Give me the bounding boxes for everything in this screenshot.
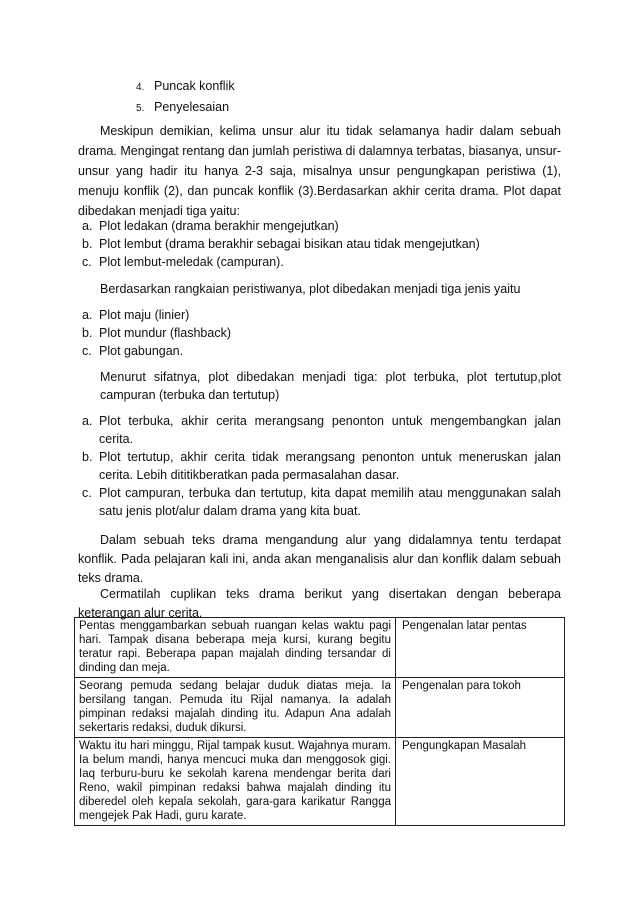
- list-item: a. Plot ledakan (drama berakhir mengejutkan): [82, 219, 339, 233]
- list-item: b. Plot tertutup, akhir cerita tidak merangsang penonton untuk meneruskan jalan cerita. Lebih dititikberatkan pada permasalahan dasar.: [82, 450, 561, 482]
- excerpt-cell: Seorang pemuda sedang belajar duduk diatas meja. Ia bersilang tangan. Pemuda itu Rijal namanya. Ia adalah pimpinan redaksi majalah dinding itu. Adapun Ana adalah sekertaris redaksi, duduk dikursi.: [75, 678, 396, 738]
- table-row: [75, 678, 565, 738]
- list-item: 5. Penyelesaian: [136, 100, 230, 114]
- paragraph-instruction: Cermatilah cuplikan teks drama berikut yang disertakan dengan beberapa keterangan alur cerita.: [78, 587, 561, 620]
- plot-nature-list: [82, 412, 561, 520]
- plot-elements-list: [136, 76, 235, 118]
- list-item: c. Plot gabungan.: [82, 344, 184, 358]
- list-item: a. Plot terbuka, akhir cerita merangsang penonton untuk mengembangkan jalan cerita.: [82, 414, 561, 446]
- paragraph-conflict-intro: Dalam sebuah teks drama mengandung alur yang didalamnya tentu terdapat konflik. Pada pelajaran kali ini, anda akan menganalisis alur dan konflik dalam sebuah teks drama.: [78, 533, 561, 585]
- drama-excerpt-table: [74, 617, 565, 826]
- plot-stage-cell: Pengenalan latar pentas: [396, 618, 565, 678]
- paragraph-plot-sequence: Berdasarkan rangkaian peristiwanya, plot dibedakan menjadi tiga jenis yaitu: [100, 282, 521, 296]
- table-row: [75, 618, 565, 678]
- plot-stage-cell: Pengungkapan Masalah: [396, 738, 565, 826]
- plot-ending-list: [82, 217, 480, 271]
- list-item: 4. Puncak konflik: [136, 79, 235, 93]
- list-item: b. Plot mundur (flashback): [82, 326, 232, 340]
- list-item: c. Plot lembut-meledak (campuran).: [82, 255, 284, 269]
- excerpt-cell: Pentas menggambarkan sebuah ruangan kelas waktu pagi hari. Tampak disana beberapa meja kursi, kurang begitu teratur rapi. Beberapa papan majalah dinding tersandar di dinding dan meja.: [75, 618, 396, 678]
- list-item: b. Plot lembut (drama berakhir sebagai bisikan atau tidak mengejutkan): [82, 237, 480, 251]
- table-row: [75, 738, 565, 826]
- list-item: c. Plot campuran, terbuka dan tertutup, kita dapat memilih atau menggunakan salah satu jenis plot/alur dalam drama yang kita buat.: [82, 486, 561, 518]
- list-item: a. Plot maju (linier): [82, 308, 190, 322]
- paragraph-plot-nature: Menurut sifatnya, plot dibedakan menjadi tiga: plot terbuka, plot tertutup,plot campuran (terbuka dan tertutup): [100, 370, 561, 402]
- plot-stage-cell: Pengenalan para tokoh: [396, 678, 565, 738]
- excerpt-cell: Waktu itu hari minggu, Rijal tampak kusut. Wajahnya muram. Ia belum mandi, hanya mencuci muka dan menggosok gigi. Iaq terburu-buru ke sekolah karena mendengar berita dari Reno, wakil pimpinan redaksi bahwa majalah dinding itu diberedel oleh kepala sekolah, gara-gara karikatur Rangga mengejek Pak Hadi, guru karate.: [75, 738, 396, 826]
- plot-sequence-list: [82, 306, 231, 360]
- paragraph-plot-elements: Meskipun demikian, kelima unsur alur itu tidak selamanya hadir dalam sebuah drama. Mengingat rentang dan jumlah peristiwa di dalamnya terbatas, biasanya, unsur-unsur yang hadir itu hanya 2-3 saja, misalnya unsur pengungkapan peristiwa (1), menuju konflik (2), dan puncak konflik (3).Berdasarkan akhir cerita drama. Plot dapat dibedakan menjadi tiga yaitu:: [78, 124, 561, 218]
